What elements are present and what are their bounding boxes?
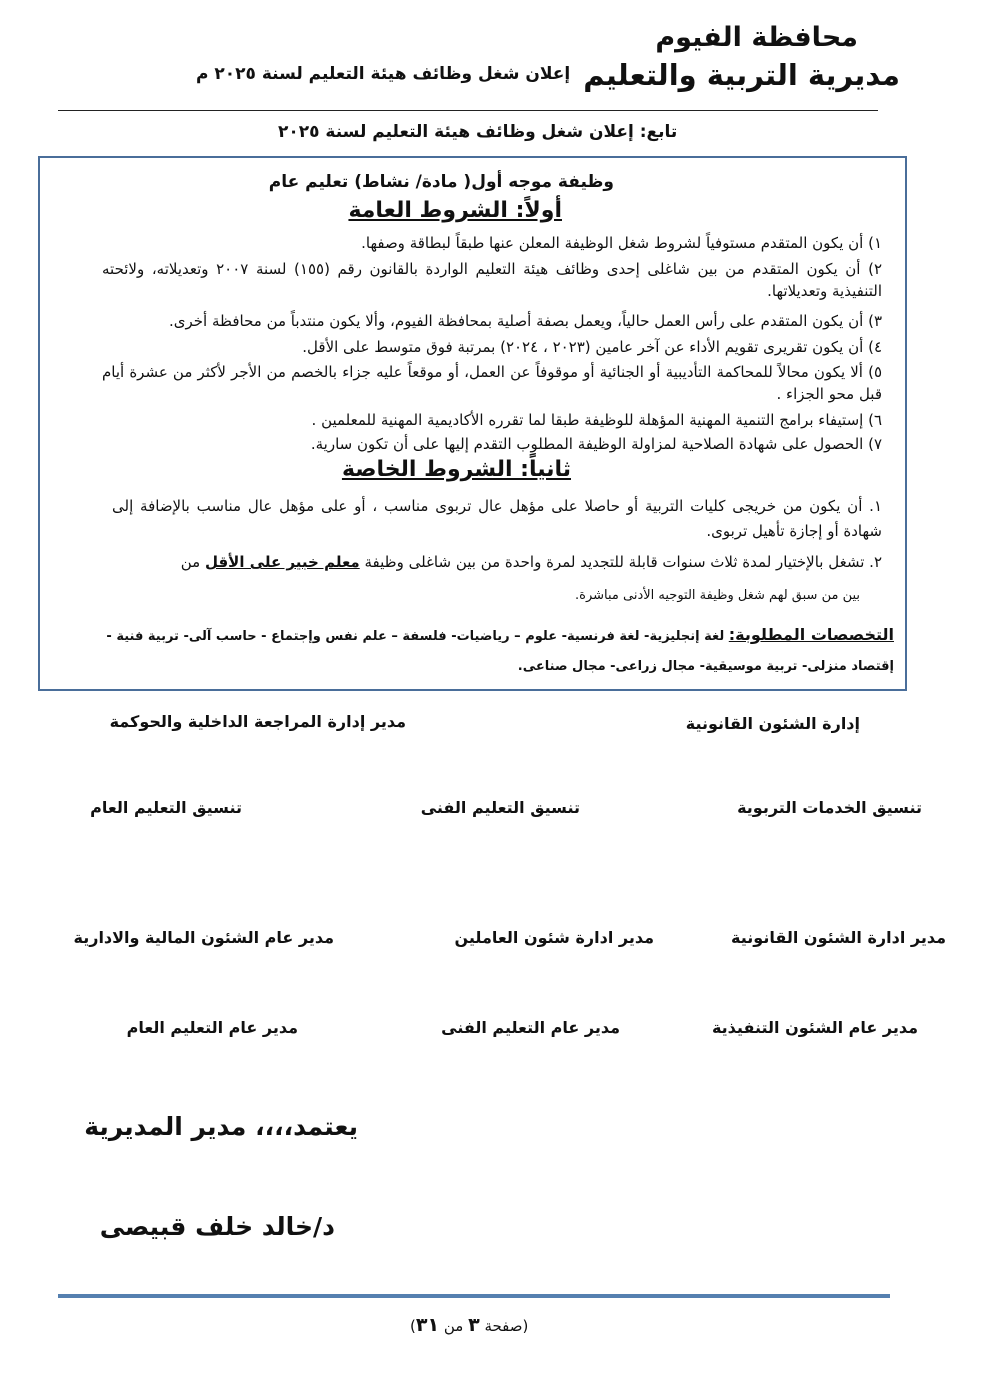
signature-executive-affairs-gm: مدير عام الشئون التنفيذية — [711, 1018, 918, 1037]
signature-personnel-director: مدير ادارة شئون العاملين — [454, 928, 654, 947]
signature-legal-affairs-director: مدير ادارة الشئون القانونية — [731, 928, 946, 947]
specializations-list: لغة إنجليزية- لغة فرنسية- علوم – رياضيات- فلسفة – علم نفس وإجتماع - حاسب آلى- تربية فنية - إقتصاد منزلى- تربية موسيقية- مجال زراعى- مجال صناعى. — [106, 629, 894, 674]
special-condition-1: ١. أن يكون من خريجى كليات التربية أو حاصلا على مؤهل عال تربوى مناسب ، أو على مؤهل عال مناسب بالإضافة إلى شهادة أو إجازة تأهيل تربوى. — [112, 497, 882, 540]
signature-legal-affairs: إدارة الشئون القانونية — [685, 714, 860, 733]
header-announcement: إعلان شغل وظائف هيئة التعليم لسنة ٢٠٢٥ م — [196, 64, 571, 84]
signature-general-education-coord: تنسيق التعليم العام — [90, 798, 242, 817]
director-name: د/خالد خلف قبيصى — [99, 1212, 335, 1241]
page-number-total: ٣١ — [415, 1314, 440, 1336]
general-condition-5: ٥) ألا يكون محالاً للمحاكمة التأديبية أو الجنائية أو موقوفاً عن العمل، أو موقعاً عليه جزاء بالخصم من الأجر لأكثر من عشرة أيام قبل محو الجزاء . — [102, 363, 882, 403]
signature-general-education-gm: مدير عام التعليم العام — [126, 1018, 298, 1037]
signature-internal-audit-director: مدير إدارة المراجعة الداخلية والحوكمة — [109, 712, 406, 731]
page-number-suffix: ) — [410, 1317, 416, 1335]
general-condition-6: ٦) إستيفاء برامج التنمية المهنية المؤهلة للوظيفة طبقا لما تقرره الأكاديمية المهنية للمعلمين . — [311, 411, 882, 429]
general-conditions-heading: أولاً: الشروط العامة — [348, 198, 562, 223]
signature-technical-education-gm: مدير عام التعليم الفنى — [441, 1018, 620, 1037]
general-condition-1: ١) أن يكون المتقدم مستوفياً لشروط شغل الوظيفة المعلن عنها طبقاً لبطاقة وصفها. — [361, 234, 882, 252]
general-condition-7: ٧) الحصول على شهادة الصلاحية لمزاولة الوظيفة المطلوب التقدم إليها على أن تكون سارية. — [310, 435, 882, 453]
page-number-prefix: (صفحة — [479, 1317, 529, 1335]
specializations-label: التخصصات المطلوبة: — [728, 625, 894, 644]
footer-divider — [58, 1294, 890, 1298]
approval-line: يعتمد،،،، مدير المديرية — [84, 1112, 358, 1141]
directorate-name: مديرية التربية والتعليم — [583, 58, 900, 92]
special-conditions-heading: ثانياً: الشروط الخاصة — [341, 457, 571, 482]
general-condition-2: ٢) أن يكون المتقدم من بين شاغلى إحدى وظائف هيئة التعليم الواردة بالقانون رقم (١٥٥) لسنة ٢٠٠٧ وتعديلاته، ولائحته التنفيذية وتعديلاتها. — [102, 260, 882, 300]
special-condition-2-text: ٢. تشغل بالإختيار لمدة ثلاث سنوات قابلة للتجديد لمرة واحدة من بين شاغلى وظيفة — [359, 553, 882, 571]
page-subtitle: تابع: إعلان شغل وظائف هيئة التعليم لسنة ٢٠٢٥ — [278, 122, 678, 142]
general-condition-3: ٣) أن يكون المتقدم على رأس العمل حالياً، ويعمل بصفة أصلية بمحافظة الفيوم، وألا يكون منتدباً من محافظة أخرى. — [169, 312, 882, 330]
special-condition-note: بين من سبق لهم شغل وظيفة التوجيه الأدنى مباشرة. — [575, 588, 860, 603]
signature-finance-admin-gm: مدير عام الشئون المالية والادارية — [73, 928, 334, 947]
specializations — [84, 620, 894, 682]
general-condition-4: ٤) أن يكون تقريرى تقويم الأداء عن آخر عامين (٢٠٢٣ ، ٢٠٢٤) بمرتبة فوق متوسط على الأقل. — [302, 338, 882, 356]
page-number — [410, 1314, 528, 1336]
page-number-current: ٣ — [468, 1314, 480, 1336]
governorate-name: محافظة الفيوم — [655, 22, 858, 53]
special-condition-2-emphasis: معلم خبير على الأقل — [204, 553, 360, 571]
signature-educational-services: تنسيق الخدمات التربوية — [737, 798, 922, 817]
job-title: وظيفة موجه أول( مادة/ نشاط) تعليم عام — [268, 172, 614, 192]
signature-technical-education-coord: تنسيق التعليم الفنى — [420, 798, 580, 817]
special-condition-2 — [102, 550, 882, 575]
page-number-mid: من — [439, 1317, 469, 1335]
header-divider — [58, 110, 878, 111]
special-condition-2-tail: من — [180, 553, 205, 571]
